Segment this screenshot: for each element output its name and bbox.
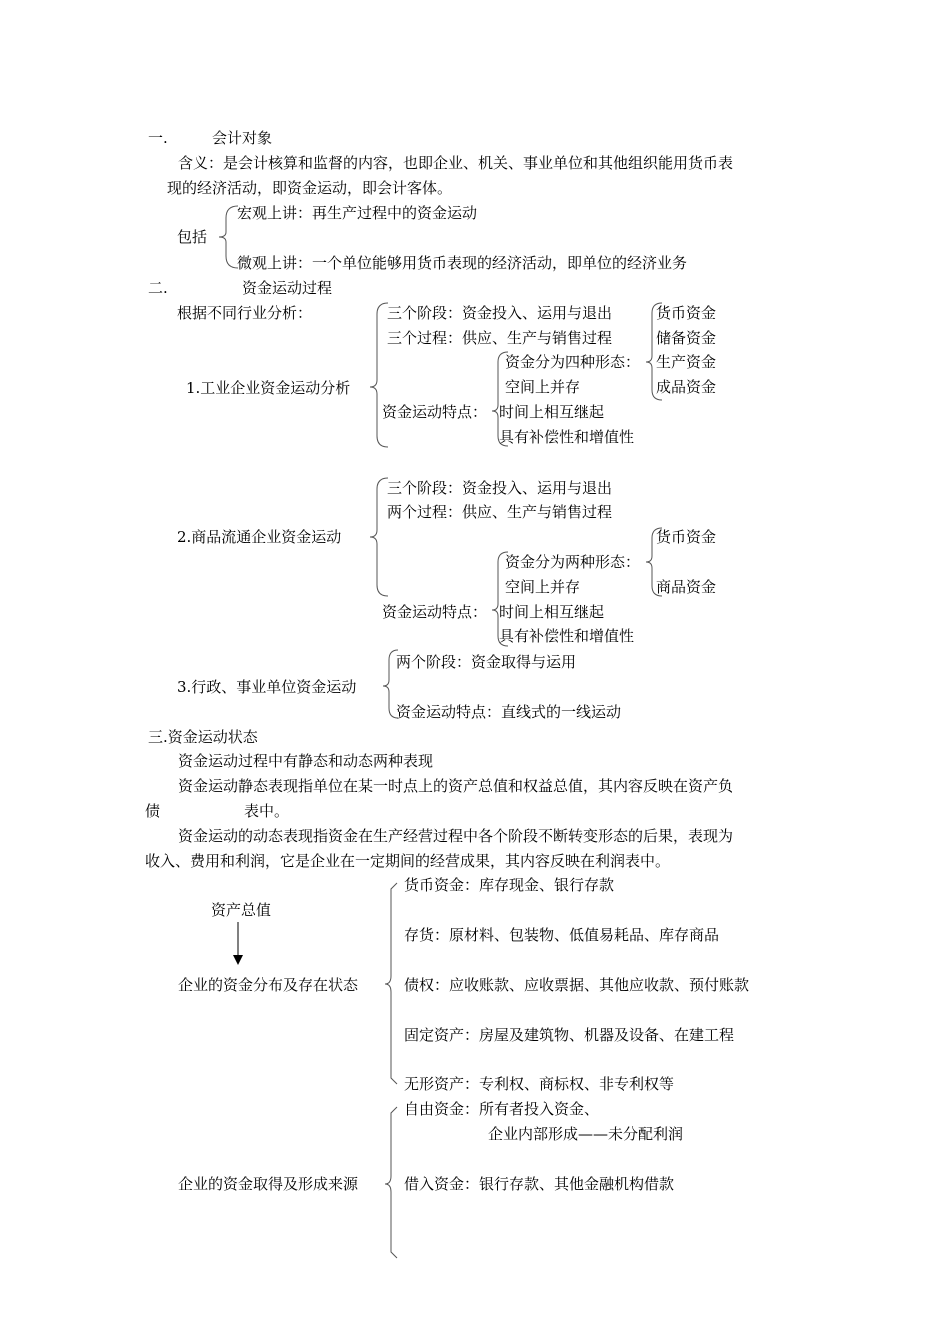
section1-number: 一. bbox=[148, 129, 168, 147]
sources-brace bbox=[385, 1107, 397, 1258]
section3-para-1: 资金运动过程中有静态和动态两种表现 bbox=[178, 752, 434, 770]
industrial-label: 1.工业企业资金运动分析 bbox=[186, 379, 351, 397]
commercial-processes: 两个过程：供应、生产与销售过程 bbox=[387, 503, 613, 521]
industrial-form-2: 储备资金 bbox=[656, 329, 717, 347]
asset-item-receivables: 债权：应收账款、应收票据、其他应收款、预付账款 bbox=[404, 976, 750, 994]
section1-title: 会计对象 bbox=[212, 129, 273, 147]
industrial-main-brace bbox=[370, 303, 388, 447]
includes-label: 包括 bbox=[177, 228, 208, 246]
section3-para-2b-left: 债 bbox=[145, 802, 161, 820]
section3-para-2a: 资金运动静态表现指单位在某一时点上的资产总值和权益总值，其内容反映在资产负 bbox=[178, 777, 734, 795]
definition-line-1: 含义：是会计核算和监督的内容，也即企业、机关、事业单位和其他组织能用货币表 bbox=[178, 154, 734, 172]
section2-title: 资金运动过程 bbox=[242, 279, 333, 297]
commercial-stages: 三个阶段：资金投入、运用与退出 bbox=[387, 479, 613, 497]
asset-item-cash: 货币资金：库存现金、银行存款 bbox=[404, 876, 615, 894]
section3-para-3b: 收入、费用和利润，它是企业在一定期间的经营成果，其内容反映在利润表中。 bbox=[145, 852, 671, 870]
industrial-features: 资金运动特点： bbox=[382, 403, 488, 421]
asset-total-label: 资产总值 bbox=[211, 901, 272, 919]
industrial-succession: 时间上相互继起 bbox=[499, 403, 605, 421]
commercial-features: 资金运动特点： bbox=[382, 603, 488, 621]
asset-item-intangible: 无形资产：专利权、商标权、非专利权等 bbox=[404, 1075, 675, 1093]
commercial-compensation: 具有补偿性和增值性 bbox=[499, 627, 635, 645]
administrative-label: 3.行政、事业单位资金运动 bbox=[177, 678, 357, 696]
section3-title: 三.资金运动状态 bbox=[148, 728, 258, 746]
borrowed-funds: 借入资金：银行存款、其他金融机构借款 bbox=[404, 1175, 675, 1193]
own-funds-line-1: 自由资金：所有者投入资金、 bbox=[404, 1100, 600, 1118]
assets-brace bbox=[385, 883, 397, 1084]
industry-analysis-intro: 根据不同行业分析： bbox=[177, 304, 313, 322]
industrial-form-1: 货币资金 bbox=[656, 304, 717, 322]
commercial-main-brace bbox=[370, 478, 388, 596]
section3-para-2b-right: 表中。 bbox=[244, 802, 290, 820]
arrow-head bbox=[233, 955, 243, 965]
asset-item-fixed: 固定资产：房屋及建筑物、机器及设备、在建工程 bbox=[404, 1026, 735, 1044]
industrial-stages: 三个阶段：资金投入、运用与退出 bbox=[387, 304, 613, 322]
micro-view: 微观上讲：一个单位能够用货币表现的经济活动，即单位的经济业务 bbox=[237, 254, 688, 272]
includes-brace bbox=[219, 206, 238, 268]
industrial-form-3: 生产资金 bbox=[656, 353, 717, 371]
commercial-form-1: 货币资金 bbox=[656, 528, 717, 546]
commercial-label: 2.商品流通企业资金运动 bbox=[177, 528, 342, 546]
commercial-succession: 时间上相互继起 bbox=[499, 603, 605, 621]
macro-view: 宏观上讲：再生产过程中的资金运动 bbox=[237, 204, 478, 222]
section3-para-3a: 资金运动的动态表现指资金在生产经营过程中各个阶段不断转变形态的后果，表现为 bbox=[178, 827, 734, 845]
industrial-compensation: 具有补偿性和增值性 bbox=[499, 428, 635, 446]
administrative-stages: 两个阶段：资金取得与运用 bbox=[396, 653, 577, 671]
sources-label: 企业的资金取得及形成来源 bbox=[178, 1175, 359, 1193]
commercial-two-forms: 资金分为两种形态： bbox=[505, 553, 641, 571]
administrative-features: 资金运动特点：直线式的一线运动 bbox=[396, 703, 622, 721]
own-funds-line-2: 企业内部形成——未分配利润 bbox=[488, 1125, 684, 1143]
commercial-form-2: 商品资金 bbox=[656, 578, 717, 596]
commercial-coexist: 空间上并存 bbox=[505, 578, 581, 596]
industrial-four-forms: 资金分为四种形态： bbox=[505, 353, 641, 371]
definition-line-2: 现的经济活动，即资金运动，即会计客体。 bbox=[167, 179, 453, 197]
section2-number: 二. bbox=[148, 279, 168, 297]
asset-item-inventory: 存货：原材料、包装物、低值易耗品、库存商品 bbox=[404, 926, 720, 944]
industrial-form-4: 成品资金 bbox=[656, 378, 717, 396]
industrial-processes: 三个过程：供应、生产与销售过程 bbox=[387, 329, 613, 347]
industrial-coexist: 空间上并存 bbox=[505, 378, 581, 396]
distribution-label: 企业的资金分布及存在状态 bbox=[178, 976, 359, 994]
